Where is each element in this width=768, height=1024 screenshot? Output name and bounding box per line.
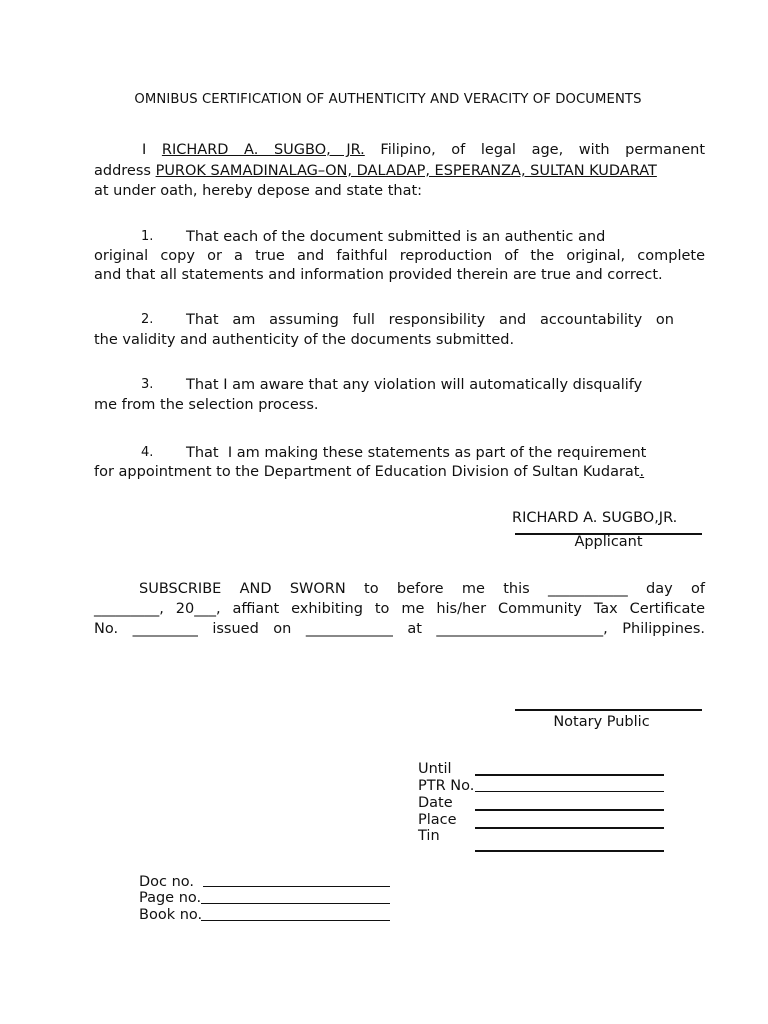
item-4-line-1: That I am making these statements as part of the requirement — [186, 445, 647, 461]
page-no-line — [201, 903, 390, 904]
document-title: OMNIBUS CERTIFICATION OF AUTHENTICITY AND VERACITY OF DOCUMENTS — [134, 92, 642, 107]
notary-field-until: Until — [418, 761, 452, 777]
place-line — [475, 827, 664, 829]
item-3-number: 3. — [141, 377, 154, 392]
intro-line-3: at under oath, hereby depose and state that: — [94, 183, 423, 199]
intro-line-2 — [94, 161, 657, 181]
doc-no-line — [203, 886, 390, 887]
item-1-line-2: original copy or a true and faithful reproduction of the original, complete — [94, 248, 705, 264]
item-4-number: 4. — [141, 445, 154, 460]
tin-line — [475, 850, 664, 852]
item-2-line-1: That am assuming full responsibility and accountability on — [186, 312, 674, 328]
item-3-line-2: me from the selection process. — [94, 397, 319, 413]
notary-field-ptr: PTR No. — [418, 778, 475, 794]
notary-field-tin: Tin — [418, 828, 440, 844]
doc-field-book-no: Book no. — [139, 907, 203, 923]
jurat-line-1: SUBSCRIBE AND SWORN to before me this ___________ day of — [139, 581, 705, 597]
notary-field-place: Place — [418, 812, 457, 828]
item-3-line-1: That I am aware that any violation will automatically disqualify — [186, 377, 643, 393]
notary-role: Notary Public — [553, 714, 650, 730]
item-4-line-2: for appointment to the Department of Education Division of Sultan Kudarat. — [94, 464, 645, 480]
doc-field-doc-no: Doc no. — [139, 874, 195, 890]
notary-signature-line — [515, 709, 702, 711]
applicant-name: RICHARD A. SUGBO, JR. — [161, 142, 365, 158]
item-2-number: 2. — [141, 312, 154, 327]
item-2-line-2: the validity and authenticity of the documents submitted. — [94, 332, 515, 348]
notary-field-date: Date — [418, 795, 453, 811]
date-line — [475, 809, 664, 811]
intro-text: Filipino, of legal age, with permanent — [380, 142, 706, 158]
item-1-number: 1. — [141, 229, 154, 244]
intro-line-1 — [94, 140, 705, 160]
jurat-line-2: _________, 20___, affiant exhibiting to me his/her Community Tax Certificate — [94, 601, 705, 617]
applicant-address: PUROK SAMADINALAG–ON, DALADAP, ESPERANZA, SULTAN KUDARAT — [155, 163, 657, 179]
address-label: address — [94, 163, 151, 179]
book-no-line — [201, 920, 390, 921]
jurat-line-3: No. _________ issued on ____________ at _______________________, Philippines. — [94, 621, 705, 637]
ptr-line — [475, 791, 664, 792]
item-1-line-3: and that all statements and information provided therein are true and correct. — [94, 267, 663, 283]
intro-pronoun: I — [142, 142, 147, 158]
signature-name: RICHARD A. SUGBO,JR. — [512, 510, 678, 526]
signature-role: Applicant — [574, 534, 643, 550]
doc-field-page-no: Page no. — [139, 890, 202, 906]
until-line — [475, 774, 664, 776]
item-1-line-1: That each of the document submitted is an authentic and — [186, 229, 606, 245]
